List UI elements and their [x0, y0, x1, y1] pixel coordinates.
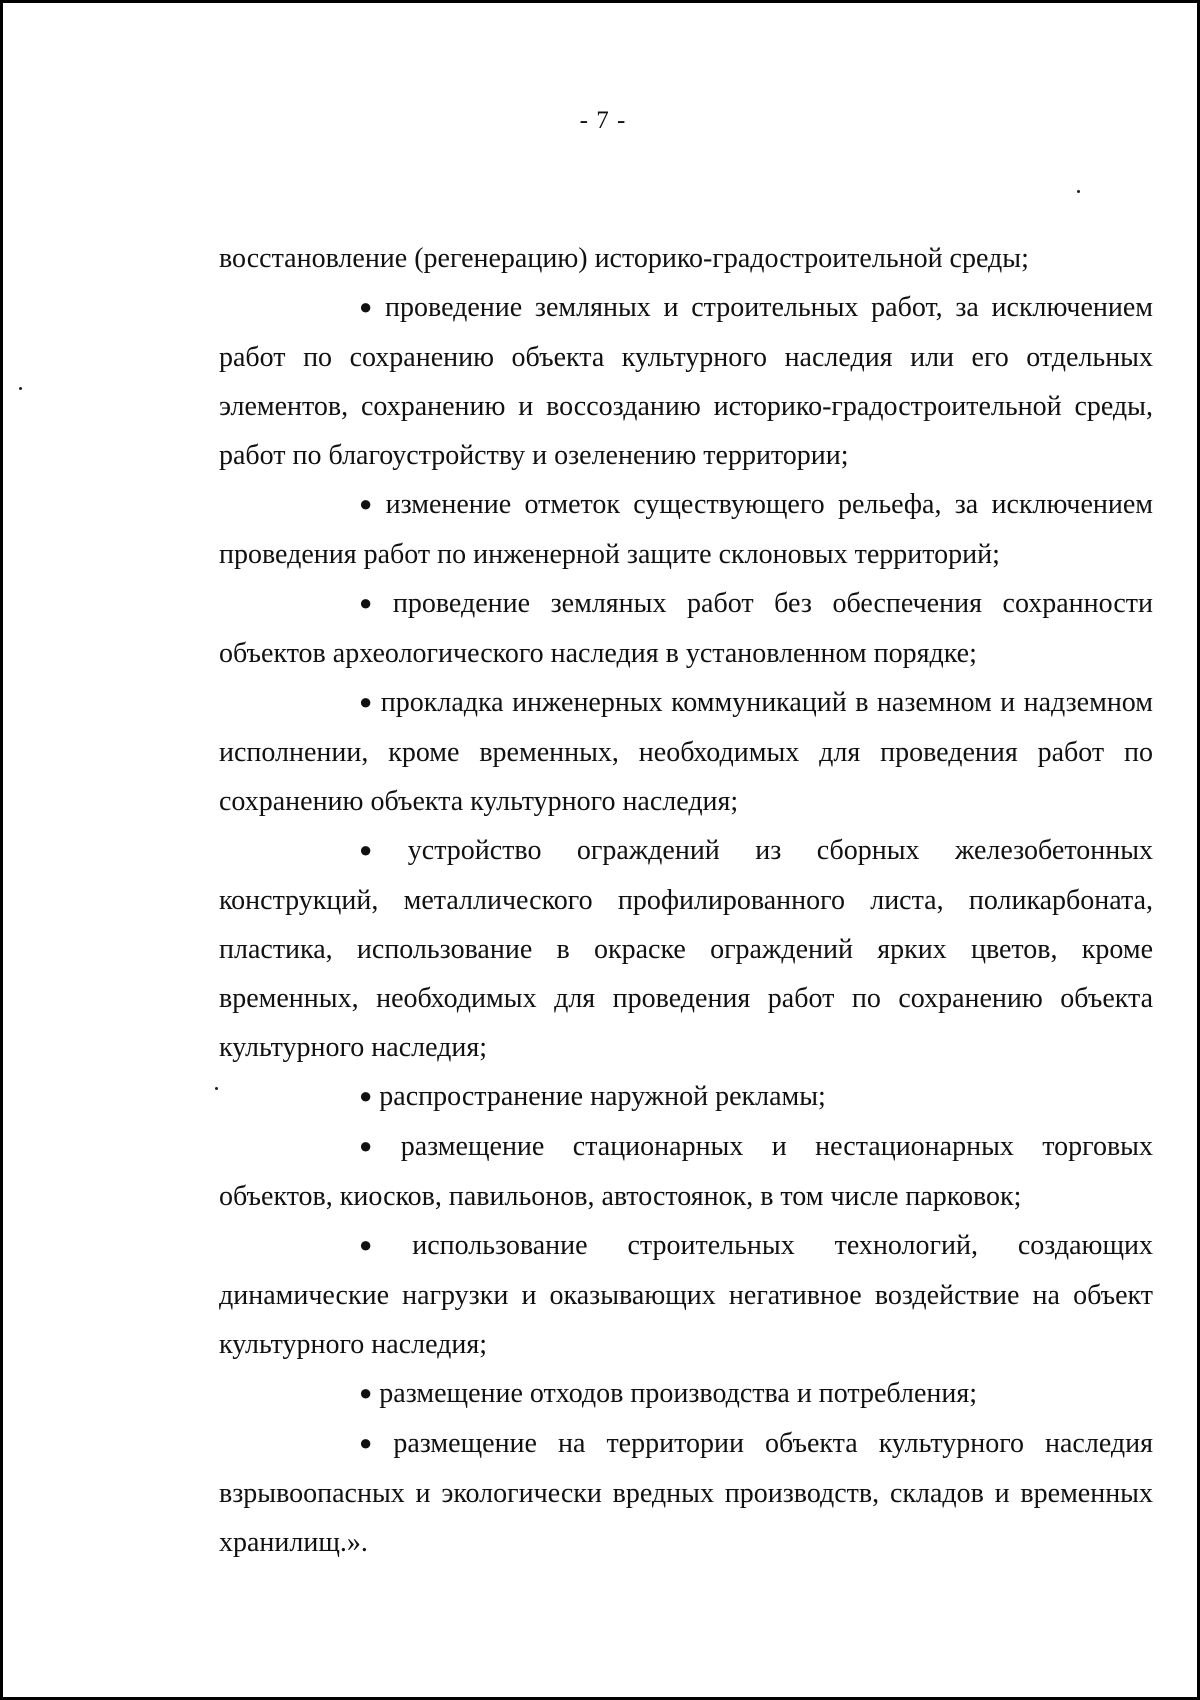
bullet-icon: ●: [359, 837, 373, 862]
bullet-icon: ●: [359, 1430, 373, 1455]
list-item-text: размещение стационарных и нестационарных торговых объектов, киосков, павильонов, автостоянок, в том числе парковок;: [219, 1131, 1153, 1212]
list-item-text: проведение земляных и строительных работ, за исключением работ по сохранению объекта культурного наследия или его отдельных элементов, сохранению и воссозданию историко-градостроительной среды, работ по благоустройству и озеленению территории;: [219, 292, 1154, 471]
bullet-icon: ●: [359, 590, 373, 615]
bullet-icon: ●: [359, 294, 373, 319]
list-item: [219, 1221, 1153, 1369]
page-number: - 7 -: [579, 107, 627, 134]
list-item: [219, 579, 1153, 678]
bullet-icon: ●: [359, 1380, 373, 1405]
list-item: [219, 678, 1153, 826]
scan-speck: [19, 387, 22, 390]
bullet-icon: ●: [359, 491, 373, 516]
bullet-icon: ●: [359, 1133, 373, 1158]
list-item: [219, 1072, 1153, 1122]
list-item: [219, 283, 1153, 480]
list-item: [219, 1419, 1153, 1567]
list-item-text: устройство ограждений из сборных железобетонных конструкций, металлического профилированного листа, поликарбоната, пластика, использование в окраске ограждений ярких цветов, кроме временных, необходимых для проведения работ по сохранению объекта культурного наследия;: [219, 835, 1154, 1063]
list-item: [219, 1369, 1153, 1419]
bullet-icon: ●: [359, 1232, 373, 1257]
bullet-icon: ●: [359, 689, 373, 714]
document-body: [219, 234, 1153, 1567]
intro-paragraph: восстановление (регенерацию) историко-градостроительной среды;: [219, 243, 1029, 274]
list-item-text: размещение отходов производства и потребления;: [379, 1378, 978, 1409]
scan-speck: [215, 1087, 218, 1090]
list-item: [219, 1122, 1153, 1221]
list-item-text: распространение наружной рекламы;: [379, 1081, 826, 1112]
scan-speck: [1077, 190, 1080, 193]
list-item-text: прокладка инженерных коммуникаций в наземном и надземном исполнении, кроме временных, необходимых для проведения работ по сохранению объекта культурного наследия;: [219, 687, 1153, 817]
list-item-text: использование строительных технологий, создающих динамические нагрузки и оказывающих негативное воздействие на объект культурного наследия;: [219, 1230, 1154, 1360]
list-item-text: размещение на территории объекта культурного наследия взрывоопасных и экологически вредных производств, складов и временных хранилищ.».: [219, 1428, 1153, 1558]
list-item-text: проведение земляных работ без обеспечения сохранности объектов археологического наследия в установленном порядке;: [219, 588, 1154, 669]
list-item-text: изменение отметок существующего рельефа, за исключением проведения работ по инженерной защите склоновых территорий;: [219, 489, 1153, 570]
list-item: [219, 480, 1153, 579]
bullet-icon: ●: [359, 1083, 373, 1108]
list-item: [219, 826, 1153, 1072]
